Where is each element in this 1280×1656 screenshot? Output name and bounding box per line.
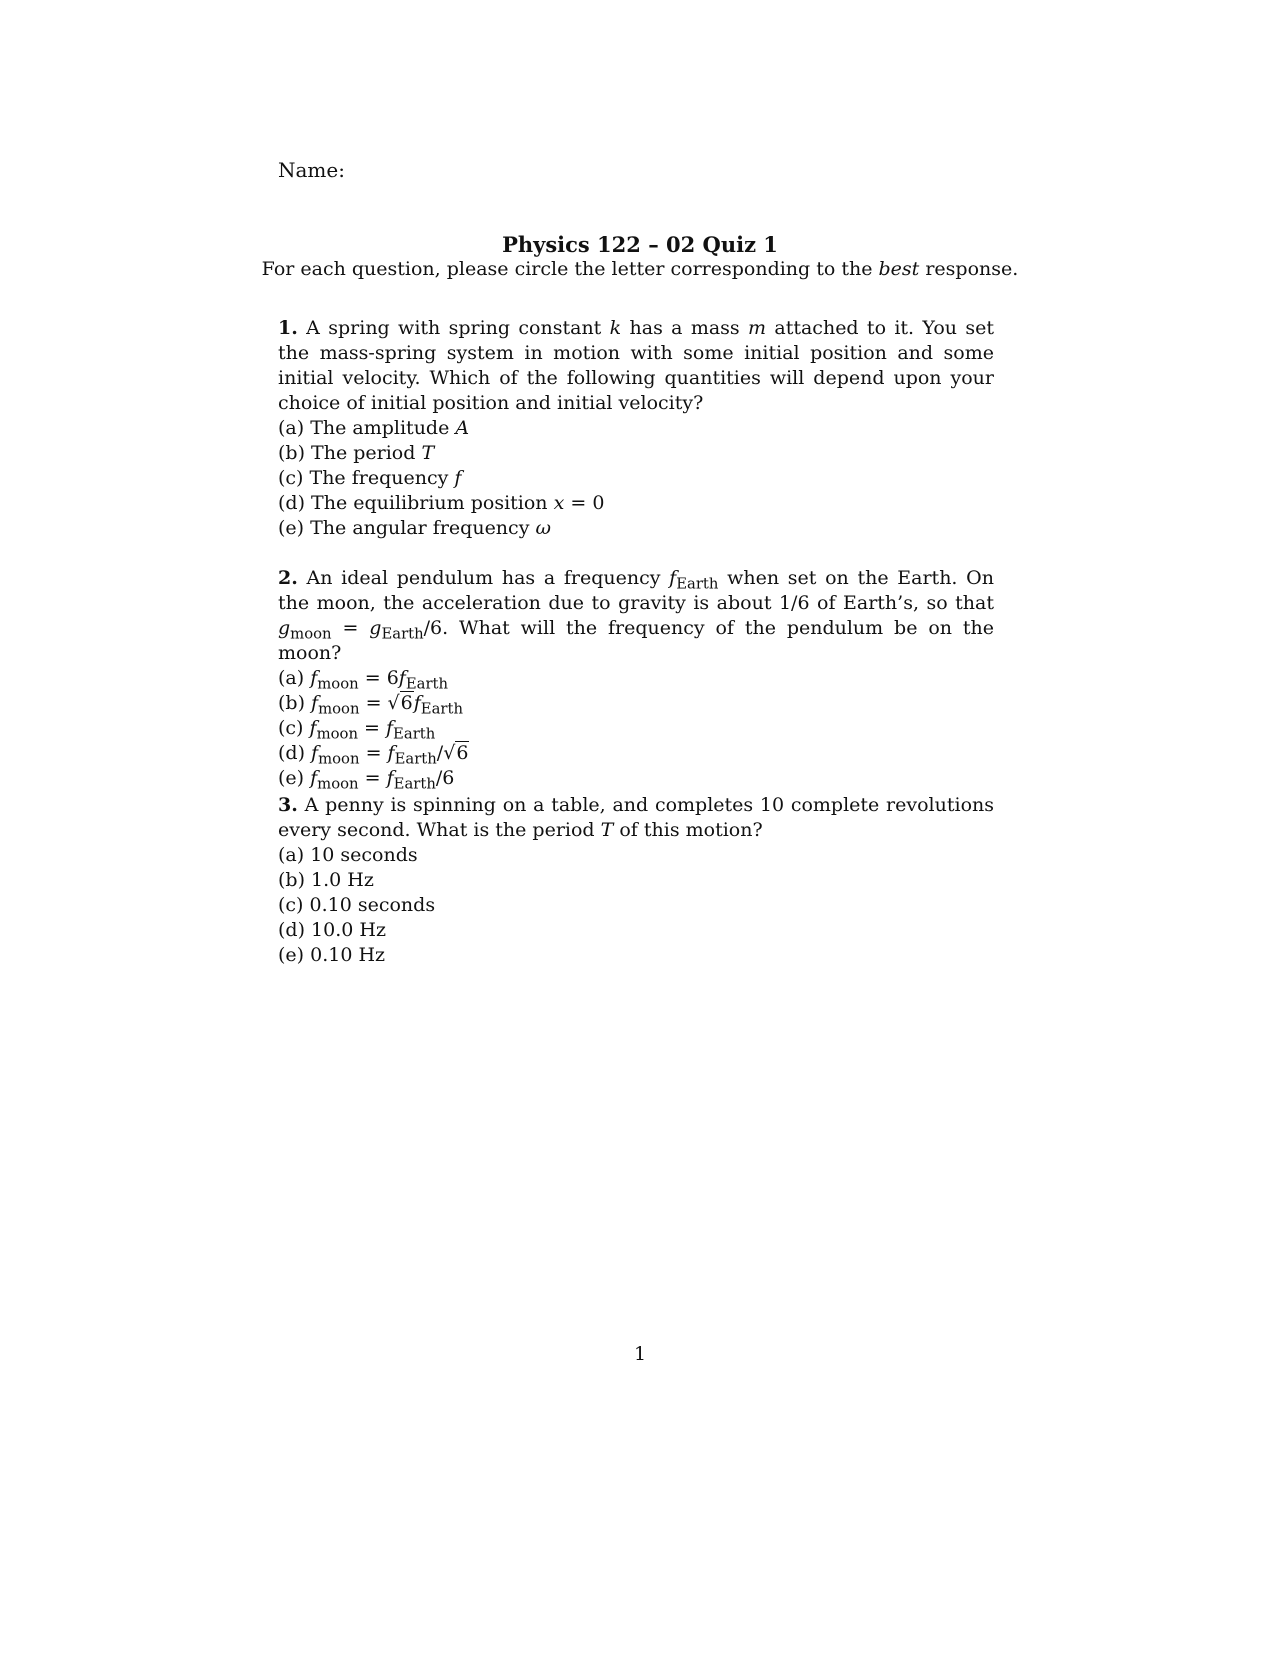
stem-text: of this motion? [613, 819, 763, 841]
option-lhs-var: f [311, 742, 319, 764]
question-3-stem [278, 793, 994, 843]
option-coef: 6 [386, 667, 399, 689]
option-text: 1.0 Hz [311, 869, 374, 891]
radical-sign: √ [387, 692, 400, 714]
option-letter: (c) [278, 717, 304, 739]
subscript: Earth [676, 575, 719, 593]
option-text: The equilibrium position [311, 492, 548, 514]
option-1a[interactable] [278, 416, 994, 441]
question-3 [278, 793, 994, 968]
question-2-stem [278, 566, 994, 666]
stem-text: when set on the Earth. On the moon, the acceleration due to gravity is about 1/6 of Earth’s, so that [278, 567, 994, 614]
stem-text: A spring with spring constant [297, 317, 610, 339]
radicand: 6 [456, 742, 469, 764]
option-3a[interactable] [278, 843, 994, 868]
var-g: g [369, 617, 382, 639]
option-text: The amplitude [310, 417, 450, 439]
option-text: The angular frequency [310, 517, 530, 539]
option-text: The frequency [309, 467, 449, 489]
slash: / [436, 742, 444, 764]
option-rhs-var: f [387, 742, 395, 764]
option-letter: (d) [278, 742, 305, 764]
option-letter: (e) [278, 944, 305, 966]
option-letter: (b) [278, 442, 305, 464]
option-letter: (a) [278, 844, 305, 866]
instructions-text-end: response. [919, 258, 1019, 280]
var-m: m [748, 317, 767, 339]
instructions [0, 258, 1280, 280]
option-letter: (b) [278, 692, 305, 714]
var-f: f [669, 567, 677, 589]
subscript: moon [290, 625, 332, 643]
equals-sign: = [365, 692, 382, 714]
option-1e[interactable] [278, 516, 994, 541]
option-2d[interactable] [278, 741, 994, 766]
option-1d[interactable] [278, 491, 994, 516]
instructions-text: For each question, please circle the letter corresponding to the [261, 258, 879, 280]
question-2-number: 2. [278, 567, 298, 589]
option-letter: (d) [278, 919, 305, 941]
stem-text: = [331, 617, 370, 639]
stem-text: attached to it. You set the mass-spring system in motion with some initial position and some initial velocity. Which of the following quantities will depend upon your choice of initial position and initial velocity? [278, 317, 994, 414]
option-letter: (a) [278, 417, 305, 439]
option-2c[interactable] [278, 716, 994, 741]
instructions-emphasis: best [878, 258, 920, 280]
option-lhs-var: f [310, 667, 318, 689]
option-letter: (b) [278, 869, 305, 891]
var-T: T [600, 819, 614, 841]
option-letter: (e) [278, 767, 305, 789]
option-letter: (d) [278, 492, 305, 514]
option-3c[interactable] [278, 893, 994, 918]
option-letter: (c) [278, 467, 304, 489]
option-text: 10 seconds [310, 844, 418, 866]
option-lhs-sub: moon [318, 700, 360, 718]
option-letter: (a) [278, 667, 305, 689]
question-2 [278, 566, 994, 791]
option-tail: /6 [435, 767, 455, 789]
page-number: 1 [633, 1343, 647, 1365]
equals-sign: = [364, 667, 381, 689]
question-1-number: 1. [278, 317, 298, 339]
option-lhs-var: f [311, 692, 319, 714]
option-rhs-sub: Earth [393, 725, 436, 743]
option-3e[interactable] [278, 943, 994, 968]
option-var: f [454, 467, 462, 489]
option-rhs-sub: Earth [394, 750, 437, 768]
square-root [443, 741, 469, 764]
subscript: Earth [381, 625, 424, 643]
option-lhs-sub: moon [318, 750, 360, 768]
option-rhs-var: f [398, 667, 406, 689]
equals-sign: = [365, 742, 382, 764]
option-rhs-sub: Earth [420, 700, 463, 718]
var-g: g [278, 617, 291, 639]
option-2a[interactable] [278, 666, 994, 691]
option-lhs-sub: moon [317, 675, 359, 693]
quiz-title: Physics 122 – 02 Quiz 1 [502, 232, 778, 257]
option-lhs-var: f [309, 717, 317, 739]
option-text: 10.0 Hz [311, 919, 386, 941]
option-tail: = 0 [570, 492, 605, 514]
option-3d[interactable] [278, 918, 994, 943]
option-text: The period [311, 442, 416, 464]
option-var: ω [535, 517, 551, 539]
option-lhs-sub: moon [317, 775, 359, 793]
option-text: 0.10 seconds [309, 894, 436, 916]
option-rhs-sub: Earth [393, 775, 436, 793]
question-1-stem [278, 316, 994, 416]
option-1c[interactable] [278, 466, 994, 491]
option-letter: (e) [278, 517, 305, 539]
square-root [388, 691, 414, 714]
question-3-number: 3. [278, 794, 298, 816]
option-rhs-var: f [386, 767, 394, 789]
option-var: T [421, 442, 435, 464]
stem-text: An ideal pendulum has a frequency [297, 567, 670, 589]
option-1b[interactable] [278, 441, 994, 466]
stem-text: has a mass [621, 317, 749, 339]
option-3b[interactable] [278, 868, 994, 893]
option-rhs-var: f [386, 717, 394, 739]
option-var: A [455, 417, 470, 439]
option-2e[interactable] [278, 766, 994, 791]
radicand: 6 [400, 692, 413, 714]
option-rhs-sub: Earth [405, 675, 449, 693]
stem-text: /6. What will the frequency of the pendulum be on the moon? [278, 617, 994, 664]
option-2b[interactable] [278, 691, 994, 716]
radical-sign: √ [443, 742, 456, 764]
name-label: Name: [278, 158, 345, 182]
question-1 [278, 316, 994, 541]
equals-sign: = [364, 717, 380, 739]
equals-sign: = [364, 767, 381, 789]
option-rhs-var: f [413, 692, 421, 714]
stem-text: A penny is spinning on a table, and completes 10 complete revolutions every second. What is the period [278, 794, 994, 841]
var-k: k [609, 317, 622, 339]
option-var: x [553, 492, 565, 514]
option-lhs-sub: moon [316, 725, 358, 743]
option-text: 0.10 Hz [310, 944, 386, 966]
option-lhs-var: f [310, 767, 318, 789]
option-letter: (c) [278, 894, 304, 916]
